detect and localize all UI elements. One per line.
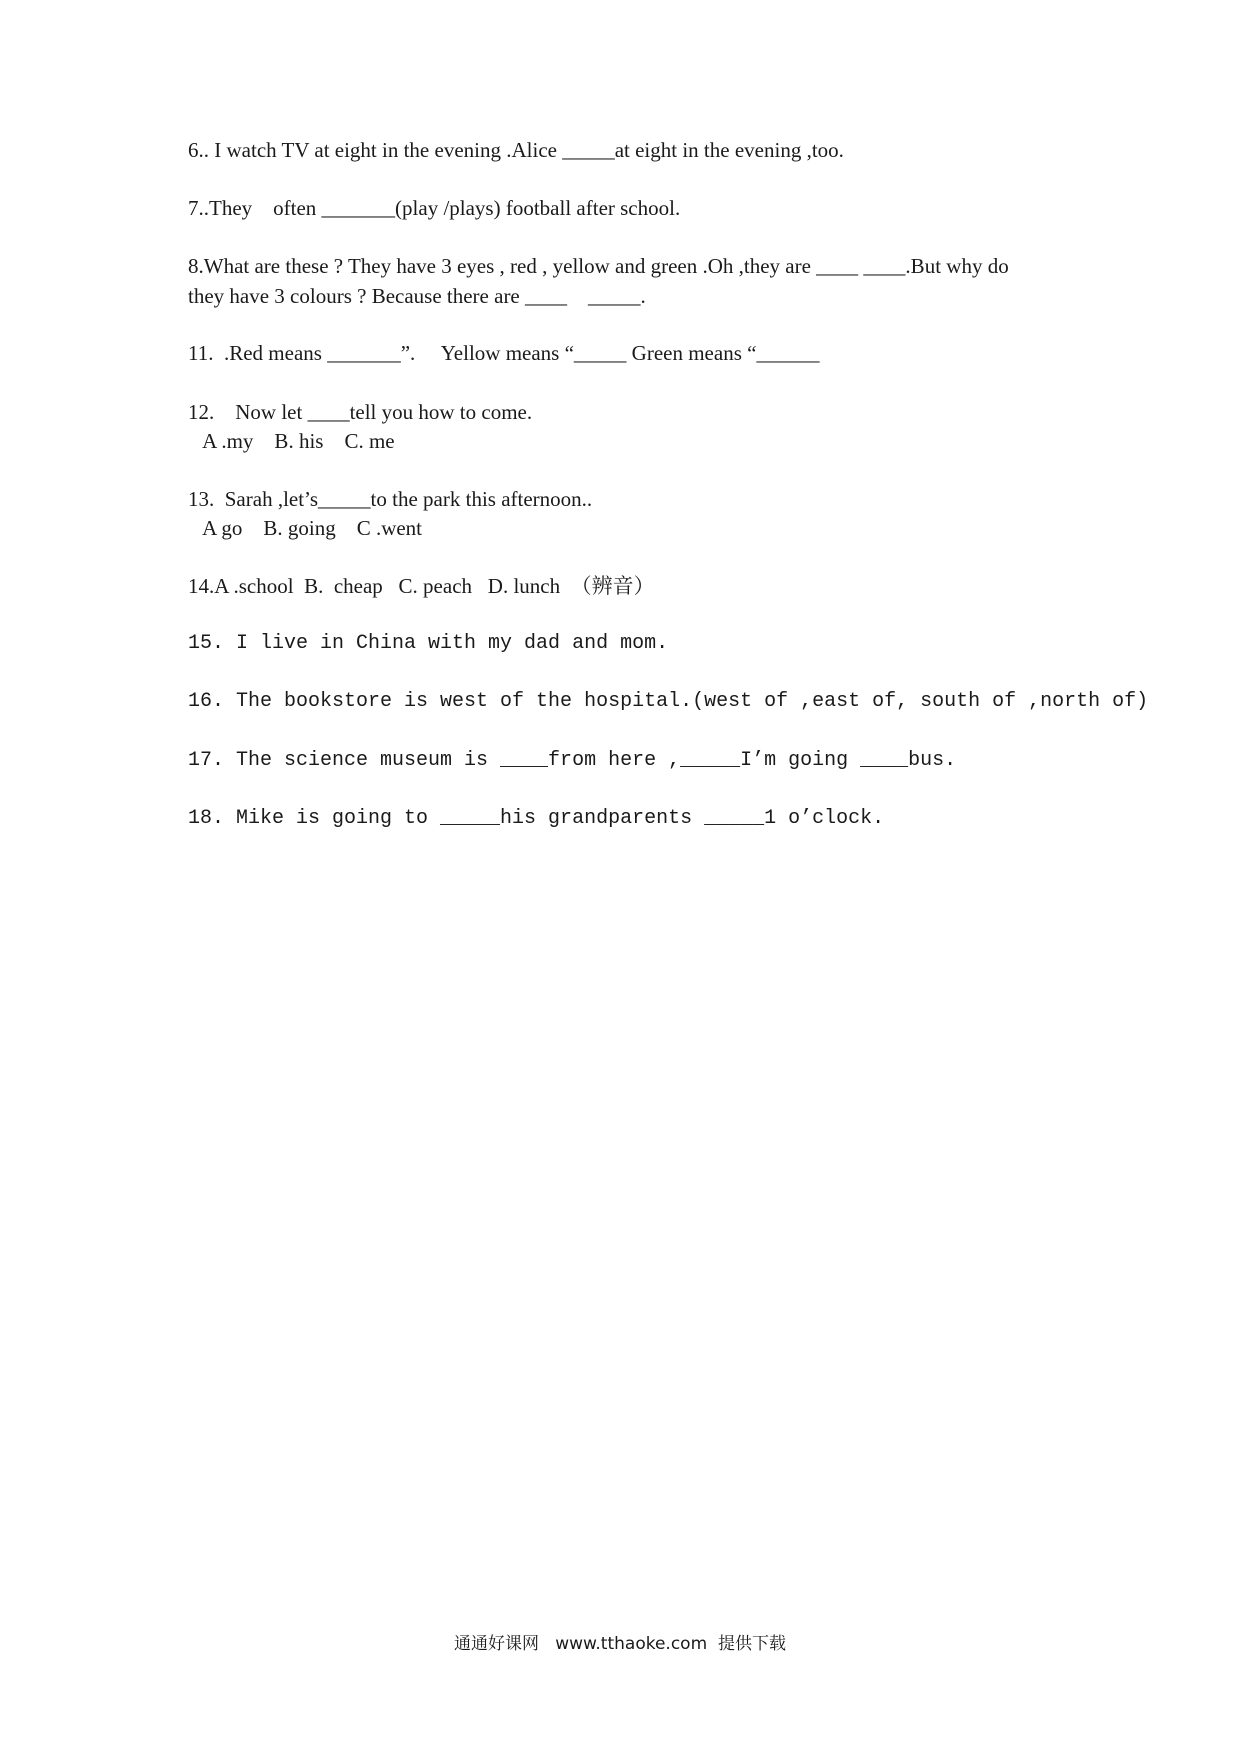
question-7: 7..They often _______(play /plays) football after school. bbox=[188, 196, 681, 220]
question-15: 15. I live in China with my dad and mom. bbox=[188, 632, 669, 655]
question-17: 17. The science museum is ____from here ,_____I’m going ____bus. bbox=[188, 749, 957, 772]
question-13-options: A go B. going C .went bbox=[198, 516, 423, 540]
question-12-options: A .my B. his C. me bbox=[198, 429, 395, 453]
question-6: 6.. I watch TV at eight in the evening .Alice _____at eight in the evening ,too. bbox=[188, 138, 844, 162]
question-14: 14.A .school B. cheap C. peach D. lunch （辨音） bbox=[188, 574, 655, 598]
question-16: 16. The bookstore is west of the hospital.(west of ,east of, south of ,north of) bbox=[188, 690, 1149, 713]
question-8-line-1: 8.What are these ? They have 3 eyes , red , yellow and green .Oh ,they are ____ ____.But why do bbox=[188, 254, 1009, 278]
footer-text: 通通好课网 www.tthaoke.com 提供下载 bbox=[454, 1634, 786, 1654]
question-12: 12. Now let ____tell you how to come. bbox=[188, 400, 533, 424]
question-13: 13. Sarah ,let’s_____to the park this afternoon.. bbox=[188, 487, 593, 511]
question-11: 11. .Red means _______”. Yellow means “_____ Green means “______ bbox=[188, 341, 820, 365]
question-18: 18. Mike is going to _____his grandparents _____1 o’clock. bbox=[188, 807, 885, 830]
question-8-line-2: they have 3 colours ? Because there are ____ _____. bbox=[188, 284, 646, 308]
